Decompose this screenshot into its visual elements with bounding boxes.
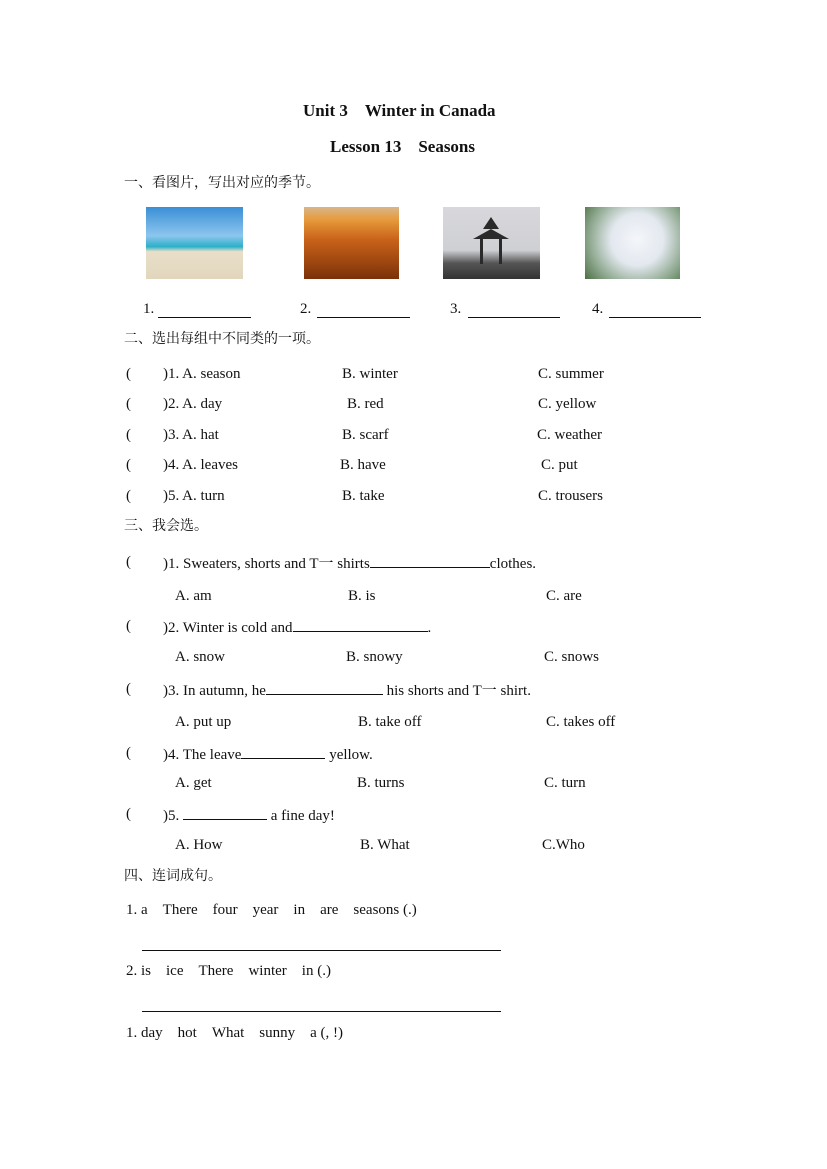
question-option-a: )5. A. turn (163, 488, 225, 504)
question-end: clothes. (489, 556, 537, 572)
option-b: B. winter (342, 366, 398, 382)
option-c: C. takes off (546, 714, 616, 730)
answer-line-2[interactable] (142, 1011, 501, 1012)
question-end: yellow. (325, 747, 373, 763)
option-b: B. red (347, 396, 384, 412)
option-c: C.Who (542, 837, 585, 853)
option-a: A. put up (175, 714, 232, 730)
question-option-a: )4. A. leaves (163, 457, 238, 473)
answer-label-4: 4. (592, 301, 604, 317)
question-stem: )2. Winter is cold and (163, 620, 293, 636)
option-b: B. snowy (346, 649, 403, 665)
option-c: C. weather (537, 427, 602, 443)
section-1-heading: 一、看图片，写出对应的季节。 (124, 175, 320, 191)
option-b: B. turns (357, 775, 405, 791)
blank[interactable] (266, 680, 383, 695)
question-text (163, 805, 335, 825)
question-end: his shorts and T一 shirt. (382, 683, 531, 699)
answer-blank-1[interactable] (158, 317, 251, 318)
answer-label-3: 3. (450, 301, 462, 317)
option-c: C. put (541, 457, 578, 473)
blank[interactable] (293, 617, 428, 632)
paren[interactable]: ( (126, 366, 131, 382)
option-c: C. yellow (538, 396, 597, 412)
unit-title: Unit 3 Winter in Canada (303, 101, 496, 120)
answer-blank-2[interactable] (317, 317, 410, 318)
word-order-item-1: 1. a There four year in are seasons (.) (126, 902, 417, 918)
pavilion-image (443, 207, 540, 279)
paren[interactable]: ( (126, 488, 131, 504)
paren[interactable]: ( (126, 745, 131, 761)
option-a: A. get (175, 775, 212, 791)
blank[interactable] (241, 744, 325, 759)
paren[interactable]: ( (126, 427, 131, 443)
option-a: A. How (175, 837, 223, 853)
answer-label-1: 1. (143, 301, 155, 317)
question-end: a fine day! (267, 808, 335, 824)
option-b: B. have (340, 457, 386, 473)
option-c: C. summer (538, 366, 604, 382)
option-b: B. scarf (342, 427, 389, 443)
paren[interactable]: ( (126, 554, 131, 570)
section-2-heading: 二、选出每组中不同类的一项。 (124, 331, 320, 347)
answer-blank-3[interactable] (468, 317, 560, 318)
lesson-title: Lesson 13 Seasons (330, 137, 476, 156)
paren[interactable]: ( (126, 396, 131, 412)
section-3-heading: 三、我会选。 (124, 518, 208, 534)
answer-blank-4[interactable] (609, 317, 701, 318)
option-b: B. is (348, 588, 376, 604)
option-a: A. snow (175, 649, 226, 665)
question-text (163, 617, 431, 637)
question-text (163, 744, 373, 764)
question-stem: )1. Sweaters, shorts and T一 shirts (163, 556, 370, 572)
option-c: C. snows (544, 649, 600, 665)
wheat-field-image (304, 207, 399, 279)
question-stem: )5. (163, 808, 183, 824)
question-option-a: )1. A. season (163, 366, 241, 382)
option-c: C. are (546, 588, 582, 604)
answer-label-2: 2. (300, 301, 312, 317)
white-flowers-image (585, 207, 680, 279)
answer-line-1[interactable] (142, 950, 501, 951)
blank[interactable] (183, 805, 267, 820)
section-4-heading: 四、连词成句。 (124, 868, 222, 884)
question-stem: )4. The leave (163, 747, 242, 763)
paren[interactable]: ( (126, 457, 131, 473)
blank[interactable] (370, 553, 490, 568)
question-text (163, 553, 536, 573)
option-b: B. take off (358, 714, 422, 730)
question-option-a: )3. A. hat (163, 427, 219, 443)
question-stem: )3. In autumn, he (163, 683, 266, 699)
option-c: C. trousers (538, 488, 603, 504)
paren[interactable]: ( (126, 618, 131, 634)
option-a: A. am (175, 588, 212, 604)
option-c: C. turn (544, 775, 586, 791)
word-order-item-3: 1. day hot What sunny a (, !) (126, 1025, 344, 1041)
paren[interactable]: ( (126, 806, 131, 822)
question-option-a: )2. A. day (163, 396, 223, 412)
question-text (163, 680, 531, 700)
word-order-item-2: 2. is ice There winter in (.) (126, 963, 331, 979)
paren[interactable]: ( (126, 681, 131, 697)
beach-image (146, 207, 243, 279)
question-end: . (427, 620, 432, 636)
option-b: B. What (360, 837, 410, 853)
option-b: B. take (342, 488, 385, 504)
